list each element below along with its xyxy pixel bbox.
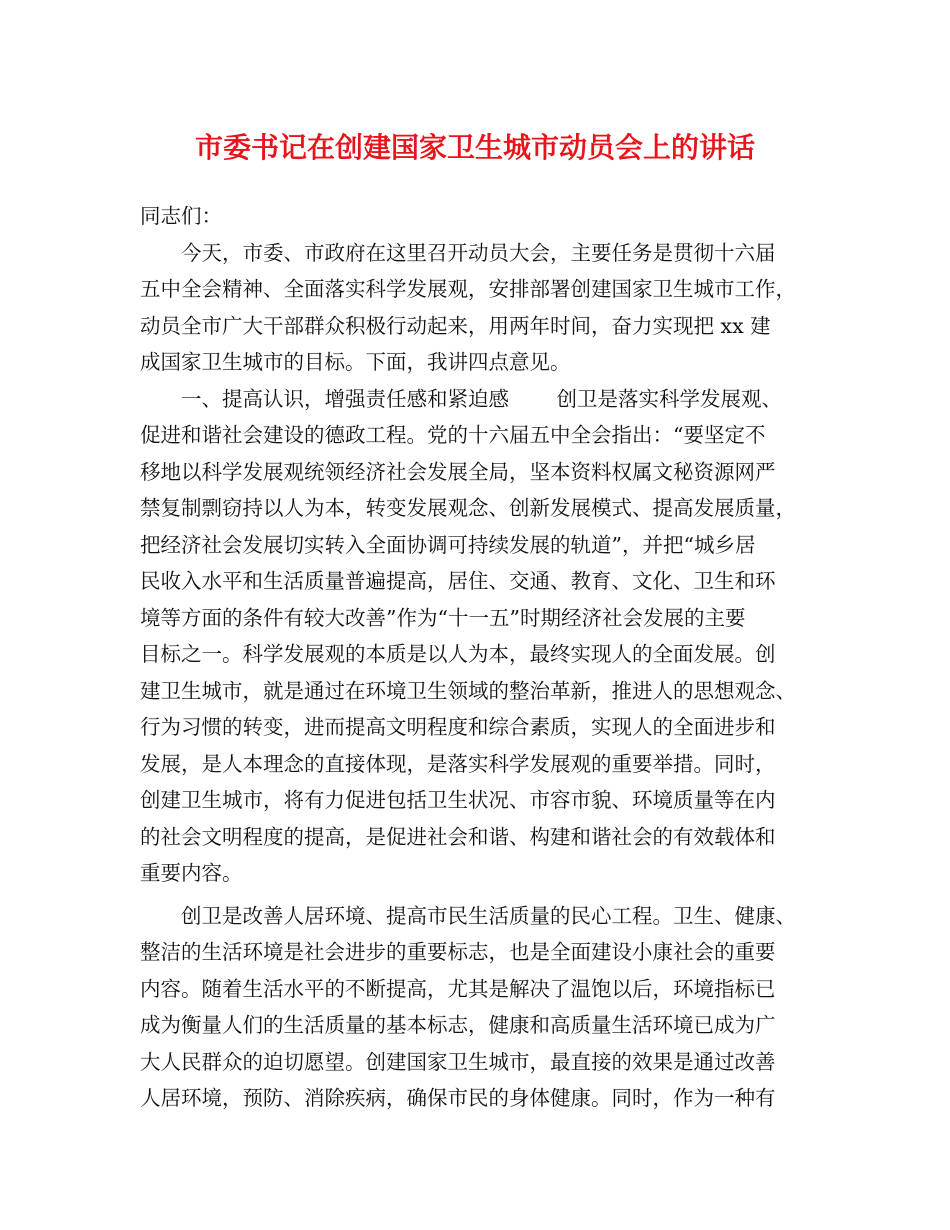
text-line: 目标之一。科学发展观的本质是以人为本，最终实现人的全面发展。创	[140, 642, 776, 666]
text-line: 大人民群众的迫切愿望。创建国家卫生城市，最直接的效果是通过改善	[140, 1049, 776, 1074]
text-line: 人居环境，预防、消除疾病，确保市民的身体健康。同时，作为一种有	[140, 1086, 776, 1110]
text-line: 民收入水平和生活质量普遍提高，居住、交通、教育、文化、卫生和环	[140, 569, 776, 593]
text-line: 建卫生城市，就是通过在环境卫生领域的整治革新，推进人的思想观念、	[140, 678, 796, 703]
document-body	[140, 198, 840, 1117]
document-title: 市委书记在创建国家卫生城市动员会上的讲话	[194, 131, 755, 164]
text-line: 创卫是改善人居环境、提高市民生活质量的民心工程。卫生、健康、	[181, 903, 796, 928]
text-line: 成国家卫生城市的目标。下面，我讲四点意见。	[140, 350, 571, 374]
text-line: 把经济社会发展切实转入全面协调可持续发展的轨道”，并把“城乡居	[140, 532, 756, 557]
text-line: 禁复制剽窃持以人为本，转变发展观念、创新发展模式、提高发展质量，	[140, 496, 796, 520]
text-line: 行为习惯的转变，进而提高文明程度和综合素质，实现人的全面进步和	[140, 715, 776, 739]
text-line: 的社会文明程度的提高，是促进社会和谐、构建和谐社会的有效载体和	[140, 824, 776, 849]
text-line: 一、提高认识，增强责任感和紧迫感 创卫是落实科学发展观、	[181, 386, 783, 411]
text-line: 境等方面的条件有较大改善”作为“十一五”时期经济社会发展的主要	[140, 605, 746, 630]
text-line: 创建卫生城市，将有力促进包括卫生状况、市容市貌、环境质量等在内	[140, 788, 776, 812]
text-line: 动员全市广大干部群众积极行动起来，用两年时间，奋力实现把 xx 建	[140, 313, 771, 338]
text-line: 移地以科学发展观统领经济社会发展全局，坚本资料权属文秘资源网严	[140, 459, 776, 484]
text-line: 五中全会精神、全面落实科学发展观，安排部署创建国家卫生城市工作，	[140, 277, 796, 301]
salutation: 同志们：	[140, 204, 222, 228]
text-line: 成为衡量人们的生活质量的基本标志，健康和高质量生活环境已成为广	[140, 1013, 776, 1037]
text-line: 发展，是人本理念的直接体现，是落实科学发展观的重要举措。同时，	[140, 751, 776, 776]
text-line: 今天，市委、市政府在这里召开动员大会，主要任务是贯彻十六届	[181, 240, 776, 265]
text-line: 整洁的生活环境是社会进步的重要标志，也是全面建设小康社会的重要	[140, 940, 776, 964]
text-line: 重要内容。	[140, 861, 243, 885]
text-line: 促进和谐社会建设的德政工程。党的十六届五中全会指出：“要坚定不	[140, 423, 766, 447]
text-line: 内容。随着生活水平的不断提高，尤其是解决了温饱以后，环境指标已	[140, 976, 776, 1001]
